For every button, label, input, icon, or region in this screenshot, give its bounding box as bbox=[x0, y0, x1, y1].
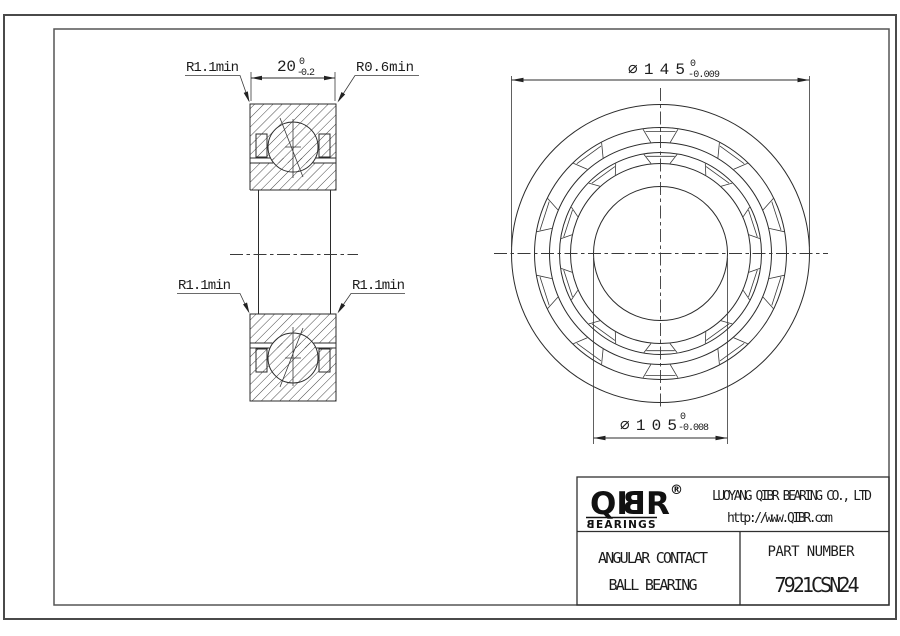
product-name-line1: ANGULAR CONTACT bbox=[598, 549, 708, 567]
label-r-mid-left: R1.1min bbox=[178, 278, 231, 294]
label-r-top-left: R1.1min bbox=[186, 60, 239, 76]
logo-registered-mark: ® bbox=[670, 483, 683, 498]
logo-text-qi: QI bbox=[590, 486, 628, 522]
dim-width-value: 20 bbox=[277, 58, 296, 76]
company-name: LUOYANG QIBR BEARING CO., LTD bbox=[712, 489, 872, 504]
dim-width-tol-upper: 0 bbox=[299, 57, 306, 68]
dim-bore-tol-lower: -0.008 bbox=[678, 423, 709, 434]
part-number-value: 7921CSN24 bbox=[774, 573, 860, 597]
label-r-top-right: R0.6min bbox=[356, 60, 414, 76]
product-name-line2: BALL BEARING bbox=[608, 576, 698, 594]
logo-text-b-mirrored: B bbox=[622, 486, 646, 522]
logo-sub-b-mirrored: B bbox=[586, 519, 595, 531]
part-number-label: PART NUMBER bbox=[767, 544, 855, 560]
dim-outer-tol-upper: 0 bbox=[690, 59, 697, 70]
dim-outer-value: ⌀145 bbox=[628, 61, 685, 79]
label-r-mid-right: R1.1min bbox=[352, 278, 405, 294]
logo-text-r: R bbox=[646, 486, 670, 522]
dim-bore-value: ⌀105 bbox=[620, 417, 677, 435]
logo-sub-text: EARINGS bbox=[596, 519, 657, 531]
dim-width-tol-lower: -0.2 bbox=[297, 68, 315, 79]
dim-bore-tol-upper: 0 bbox=[680, 412, 687, 423]
company-website: http://www.QIBR.com bbox=[727, 511, 833, 526]
dim-outer-tol-lower: -0.009 bbox=[688, 70, 720, 81]
